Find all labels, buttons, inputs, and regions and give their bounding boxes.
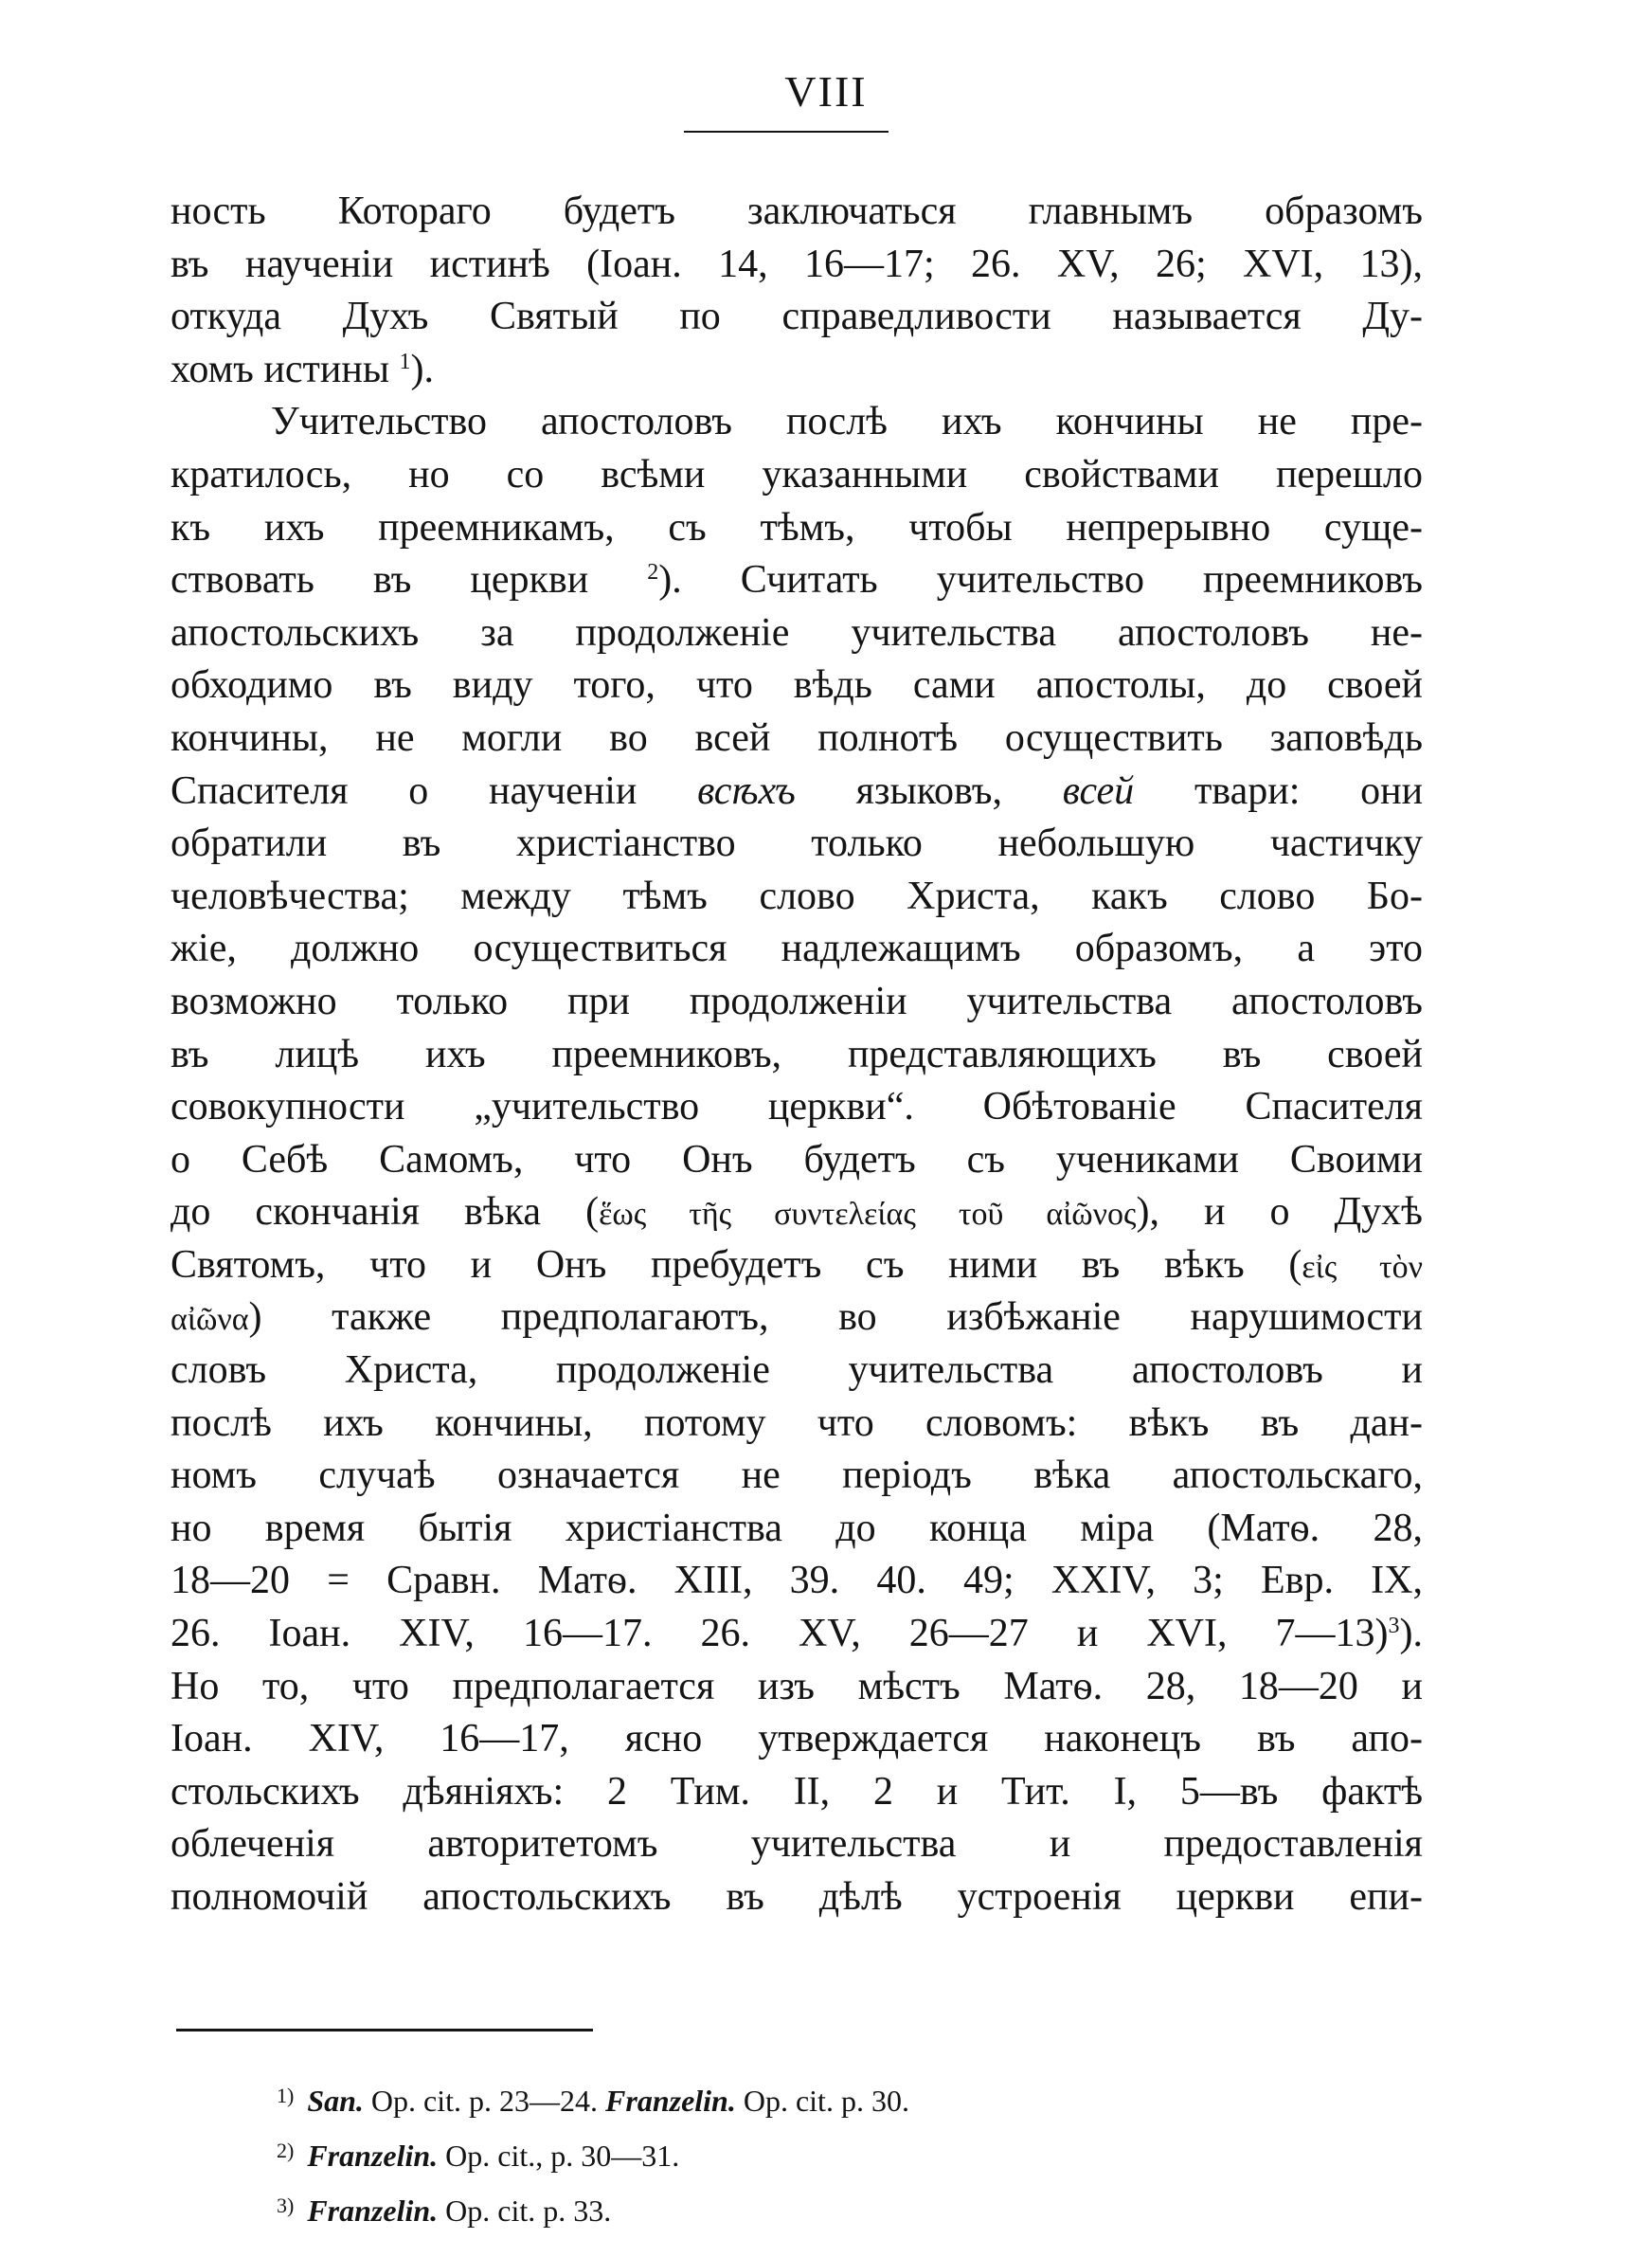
text-line: облеченiя авторитетомъ учительства и предоставленiя	[171, 1822, 1423, 1867]
text-line: 26. Іоан. XIV, 16—17. 26. XV, 26—27 и XVI, 7—13)$^3$).	[171, 1612, 1423, 1656]
text-line: ствовать въ церкви $^2$). Считать учительство преемниковъ	[171, 558, 1424, 603]
italic-word: всей	[1062, 768, 1135, 813]
text-line: полномочiй апостольскихъ въ дѣлѣ устроенiя церкви епи-	[171, 1875, 1423, 1919]
footnote-text: Op. cit. p. 33.	[445, 2194, 612, 2228]
text-line: совокупности „учительство церкви“. Обѣтованiе Спасителя	[171, 1085, 1423, 1129]
greek-phrase: ἕως τῆς συντελείας τοῦ αἰῶνος	[599, 1197, 1137, 1233]
text-line: кончины, не могли во всей полнотѣ осуществить заповѣдь	[171, 715, 1423, 760]
text-line: 18—20 = Сравн. Матѳ. XIII, 39. 40. 49; XXIV, 3; Евр. IX,	[171, 1559, 1423, 1603]
footnote-ref: 3	[1388, 1614, 1400, 1639]
text-line: въ лицѣ ихъ преемниковъ, представляющихъ въ своей	[171, 1032, 1423, 1076]
body-text	[171, 186, 1423, 1924]
footnote	[277, 2128, 1224, 2183]
footnote-author: Franzelin.	[307, 2194, 439, 2228]
footnote-text: Op. cit. p. 30.	[743, 2084, 909, 2118]
text-line: къ ихъ преемникамъ, съ тѣмъ, чтобы непрерывно суще-	[171, 505, 1423, 550]
footnote-text: Op. cit. p. 23—24.	[370, 2084, 599, 2118]
text-line: послѣ ихъ кончины, потому что словомъ: вѣкъ въ дан-	[171, 1400, 1423, 1445]
text-line: Святомъ, что и Онъ пребудетъ съ ними въ вѣкъ (εἰς τὸν	[171, 1242, 1423, 1287]
footnote-ref: 2	[647, 560, 659, 586]
footnote-ref: 1	[399, 349, 411, 374]
footnote-author: San.	[307, 2084, 364, 2118]
footnote	[277, 2183, 1224, 2238]
footnote-mark: 1)	[277, 2084, 295, 2107]
page-number: VIII	[784, 67, 868, 116]
footnote-mark: 3)	[277, 2194, 295, 2217]
text-line: ность Котораго будетъ заключаться главнымъ образомъ	[171, 190, 1423, 233]
greek-phrase: εἰς τὸν	[1302, 1249, 1423, 1285]
text-line: о Себѣ Самомъ, что Онъ будетъ съ учениками Своими	[171, 1137, 1423, 1182]
text-line: обратили въ христiанство только небольшую частичку	[171, 822, 1423, 866]
text-line: Но то, что предполагается изъ мѣстъ Матѳ. 28, 18—20 и	[171, 1664, 1423, 1708]
text-line: Іоан. XIV, 16—17, ясно утверждается наконецъ въ апо-	[171, 1717, 1423, 1761]
text-line: но время бытiя христiанства до конца мiра (Матѳ. 28,	[171, 1506, 1423, 1550]
text-line: кратилось, но со всѣми указанными свойствами перешло	[171, 452, 1423, 497]
text-line: откуда Духъ Святый по справедливости называется Ду-	[171, 295, 1423, 339]
text-line: человѣчества; между тѣмъ слово Христа, какъ слово Бо-	[171, 874, 1423, 918]
text-line: до скончанiя вѣка (ἕως τῆς συντελείας τοῦ αἰῶνος), и о Духѣ	[171, 1190, 1423, 1235]
text-line: въ наученiи истинѣ (Іоан. 14, 16—17; 26. XV, 26; XVI, 13),	[171, 242, 1423, 286]
text-line: Учительство апостоловъ послѣ ихъ кончины не пре-	[271, 400, 1423, 444]
text-line: стольскихъ дѣянiяхъ: 2 Тим. II, 2 и Тит. I, 5—въ фактѣ	[171, 1769, 1423, 1814]
header-rule	[684, 131, 889, 133]
italic-word: всѣхъ	[697, 768, 796, 813]
footnote-rule	[176, 2029, 593, 2031]
footnotes	[277, 2073, 1224, 2238]
text-line: жiе, должно осуществиться надлежащимъ образомъ, а это	[171, 927, 1423, 971]
text-line: возможно только при продолженiи учительства апостоловъ	[171, 979, 1423, 1023]
text-line: номъ случаѣ означается не перiодъ вѣка апостольскаго,	[171, 1454, 1423, 1498]
text-line: апостольскихъ за продолженiе учительства апостоловъ не-	[171, 610, 1423, 655]
text-line: словъ Христа, продолженiе учительства апостоловъ и	[171, 1348, 1423, 1393]
text-line: обходимо въ виду того, что вѣдь сами апостолы, до своей	[171, 663, 1423, 708]
text-line: αἰῶνα) также предполагаютъ, во избѣжанiе нарушимости	[171, 1295, 1423, 1340]
footnote-author: Franzelin.	[307, 2139, 439, 2173]
footnote-author: Franzelin.	[605, 2084, 736, 2118]
text-line: Спасителя о наученiи всѣхъ языковъ, всей твари: они	[171, 768, 1424, 813]
text-line: хомъ истины $^1$).	[171, 347, 435, 391]
footnote	[277, 2073, 1224, 2128]
footnote-text: Op. cit., p. 30—31.	[445, 2139, 680, 2173]
footnote-mark: 2)	[277, 2139, 295, 2162]
greek-phrase: αἰῶνα	[171, 1302, 249, 1338]
